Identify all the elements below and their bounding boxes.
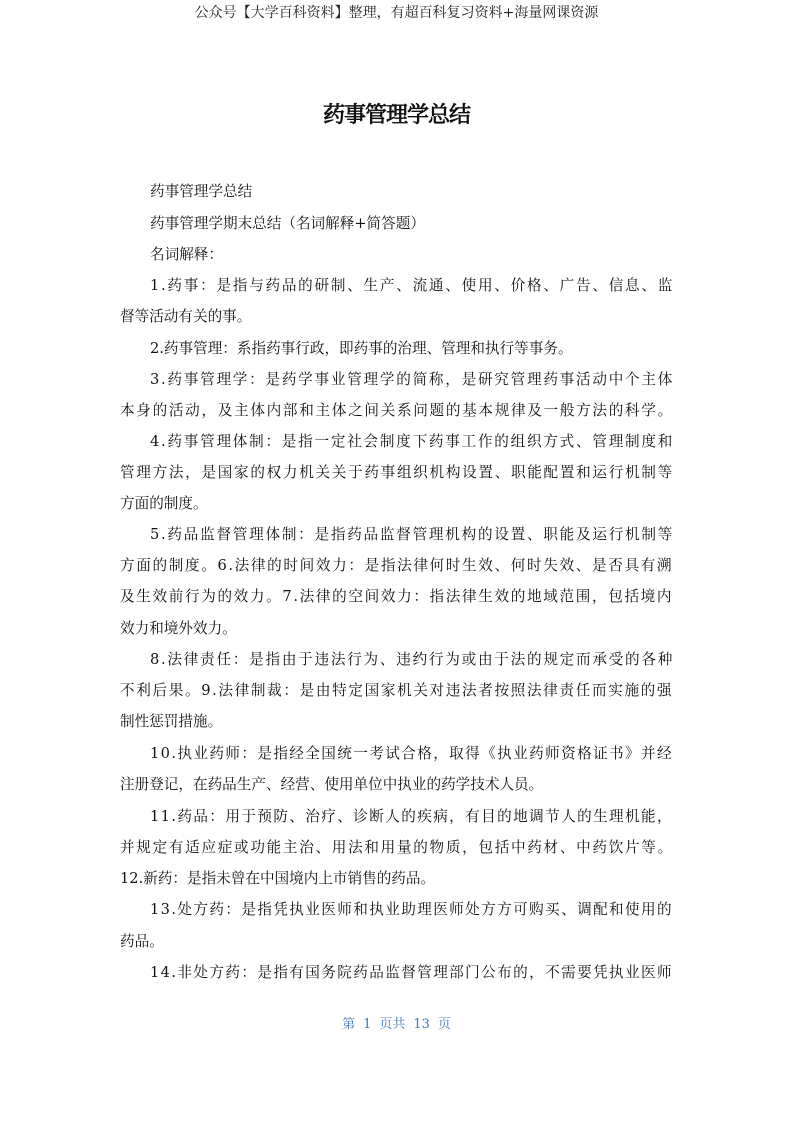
body-text-line: 本身的活动，及主体内部和主体之间关系问题的基本规律及一般方法的科学。 xyxy=(120,402,674,419)
page-header-banner: 公众号【大学百科资料】整理，有超百科复习资料+海量网课资源 xyxy=(194,5,599,21)
body-text-line: 药品。 xyxy=(120,933,164,950)
footer-middle: 页共 xyxy=(379,1017,406,1032)
body-text-line: 3.药事管理学：是药学事业管理学的简称，是研究管理药事活动中个主体 xyxy=(150,371,675,388)
footer-prefix: 第 xyxy=(342,1017,356,1032)
body-text-line: 1.药事：是指与药品的研制、生产、流通、使用、价格、广告、信息、监 xyxy=(150,277,675,294)
body-text-line: 8.法律责任：是指由于违法行为、违约行为或由于法的规定而承受的各种 xyxy=(150,651,675,668)
body-text-line: 并规定有适应症或功能主治、用法和用量的物质，包括中药材、中药饮片等。 xyxy=(120,839,674,856)
body-text-line: 11.药品：用于预防、治疗、诊断人的疾病，有目的地调节人的生理机能， xyxy=(150,808,674,825)
body-text-line: 制性惩罚措施。 xyxy=(120,713,223,730)
total-pages: 13 xyxy=(413,1017,430,1032)
current-page: 1 xyxy=(363,1017,372,1032)
footer-suffix: 页 xyxy=(437,1017,451,1032)
body-text-line: 14.非处方药：是指有国务院药品监督管理部门公布的，不需要凭执业医师 xyxy=(150,964,674,981)
body-text-line: 4.药事管理体制：是指一定社会制度下药事工作的组织方式、管理制度和 xyxy=(150,433,675,450)
body-text-line: 效力和境外效力。 xyxy=(120,620,237,637)
body-text-line: 方面的制度。 xyxy=(120,495,208,512)
body-text-line: 10.执业药师：是指经全国统一考试合格，取得《执业药师资格证书》并经 xyxy=(150,745,674,762)
body-text-line: 督等活动有关的事。 xyxy=(120,308,252,325)
body-text-line: 13.处方药：是指凭执业医师和执业助理医师处方方可购买、调配和使用的 xyxy=(150,901,674,918)
body-text-line: 2.药事管理：系指药事行政，即药事的治理、管理和执行等事务。 xyxy=(150,340,573,357)
body-text-line: 12.新药：是指未曾在中国境内上市销售的药品。 xyxy=(120,870,436,887)
body-text-line: 药事管理学期末总结（名词解释+简答题） xyxy=(150,215,425,232)
document-title: 药事管理学总结 xyxy=(322,103,470,128)
body-text-line: 及生效前行为的效力。7.法律的空间效力：指法律生效的地域范围，包括境内 xyxy=(120,588,674,605)
body-text-line: 不利后果。9.法律制裁：是由特定国家机关对违法者按照法律责任而实施的强 xyxy=(120,682,674,699)
body-text-line: 方面的制度。6.法律的时间效力：是指法律何时生效、何时失效、是否具有溯 xyxy=(120,557,674,574)
body-text-line: 注册登记，在药品生产、经营、使用单位中执业的药学技术人员。 xyxy=(120,776,544,793)
body-text-line: 名词解释： xyxy=(150,246,223,263)
body-text-line: 5.药品监督管理体制：是指药品监督管理机构的设置、职能及运行机制等 xyxy=(150,526,675,543)
body-text-line: 管理方法，是国家的权力机关关于药事组织机构设置、职能配置和运行机制等 xyxy=(120,464,674,481)
page-footer xyxy=(0,1013,793,1032)
body-text-line: 药事管理学总结 xyxy=(150,183,253,200)
